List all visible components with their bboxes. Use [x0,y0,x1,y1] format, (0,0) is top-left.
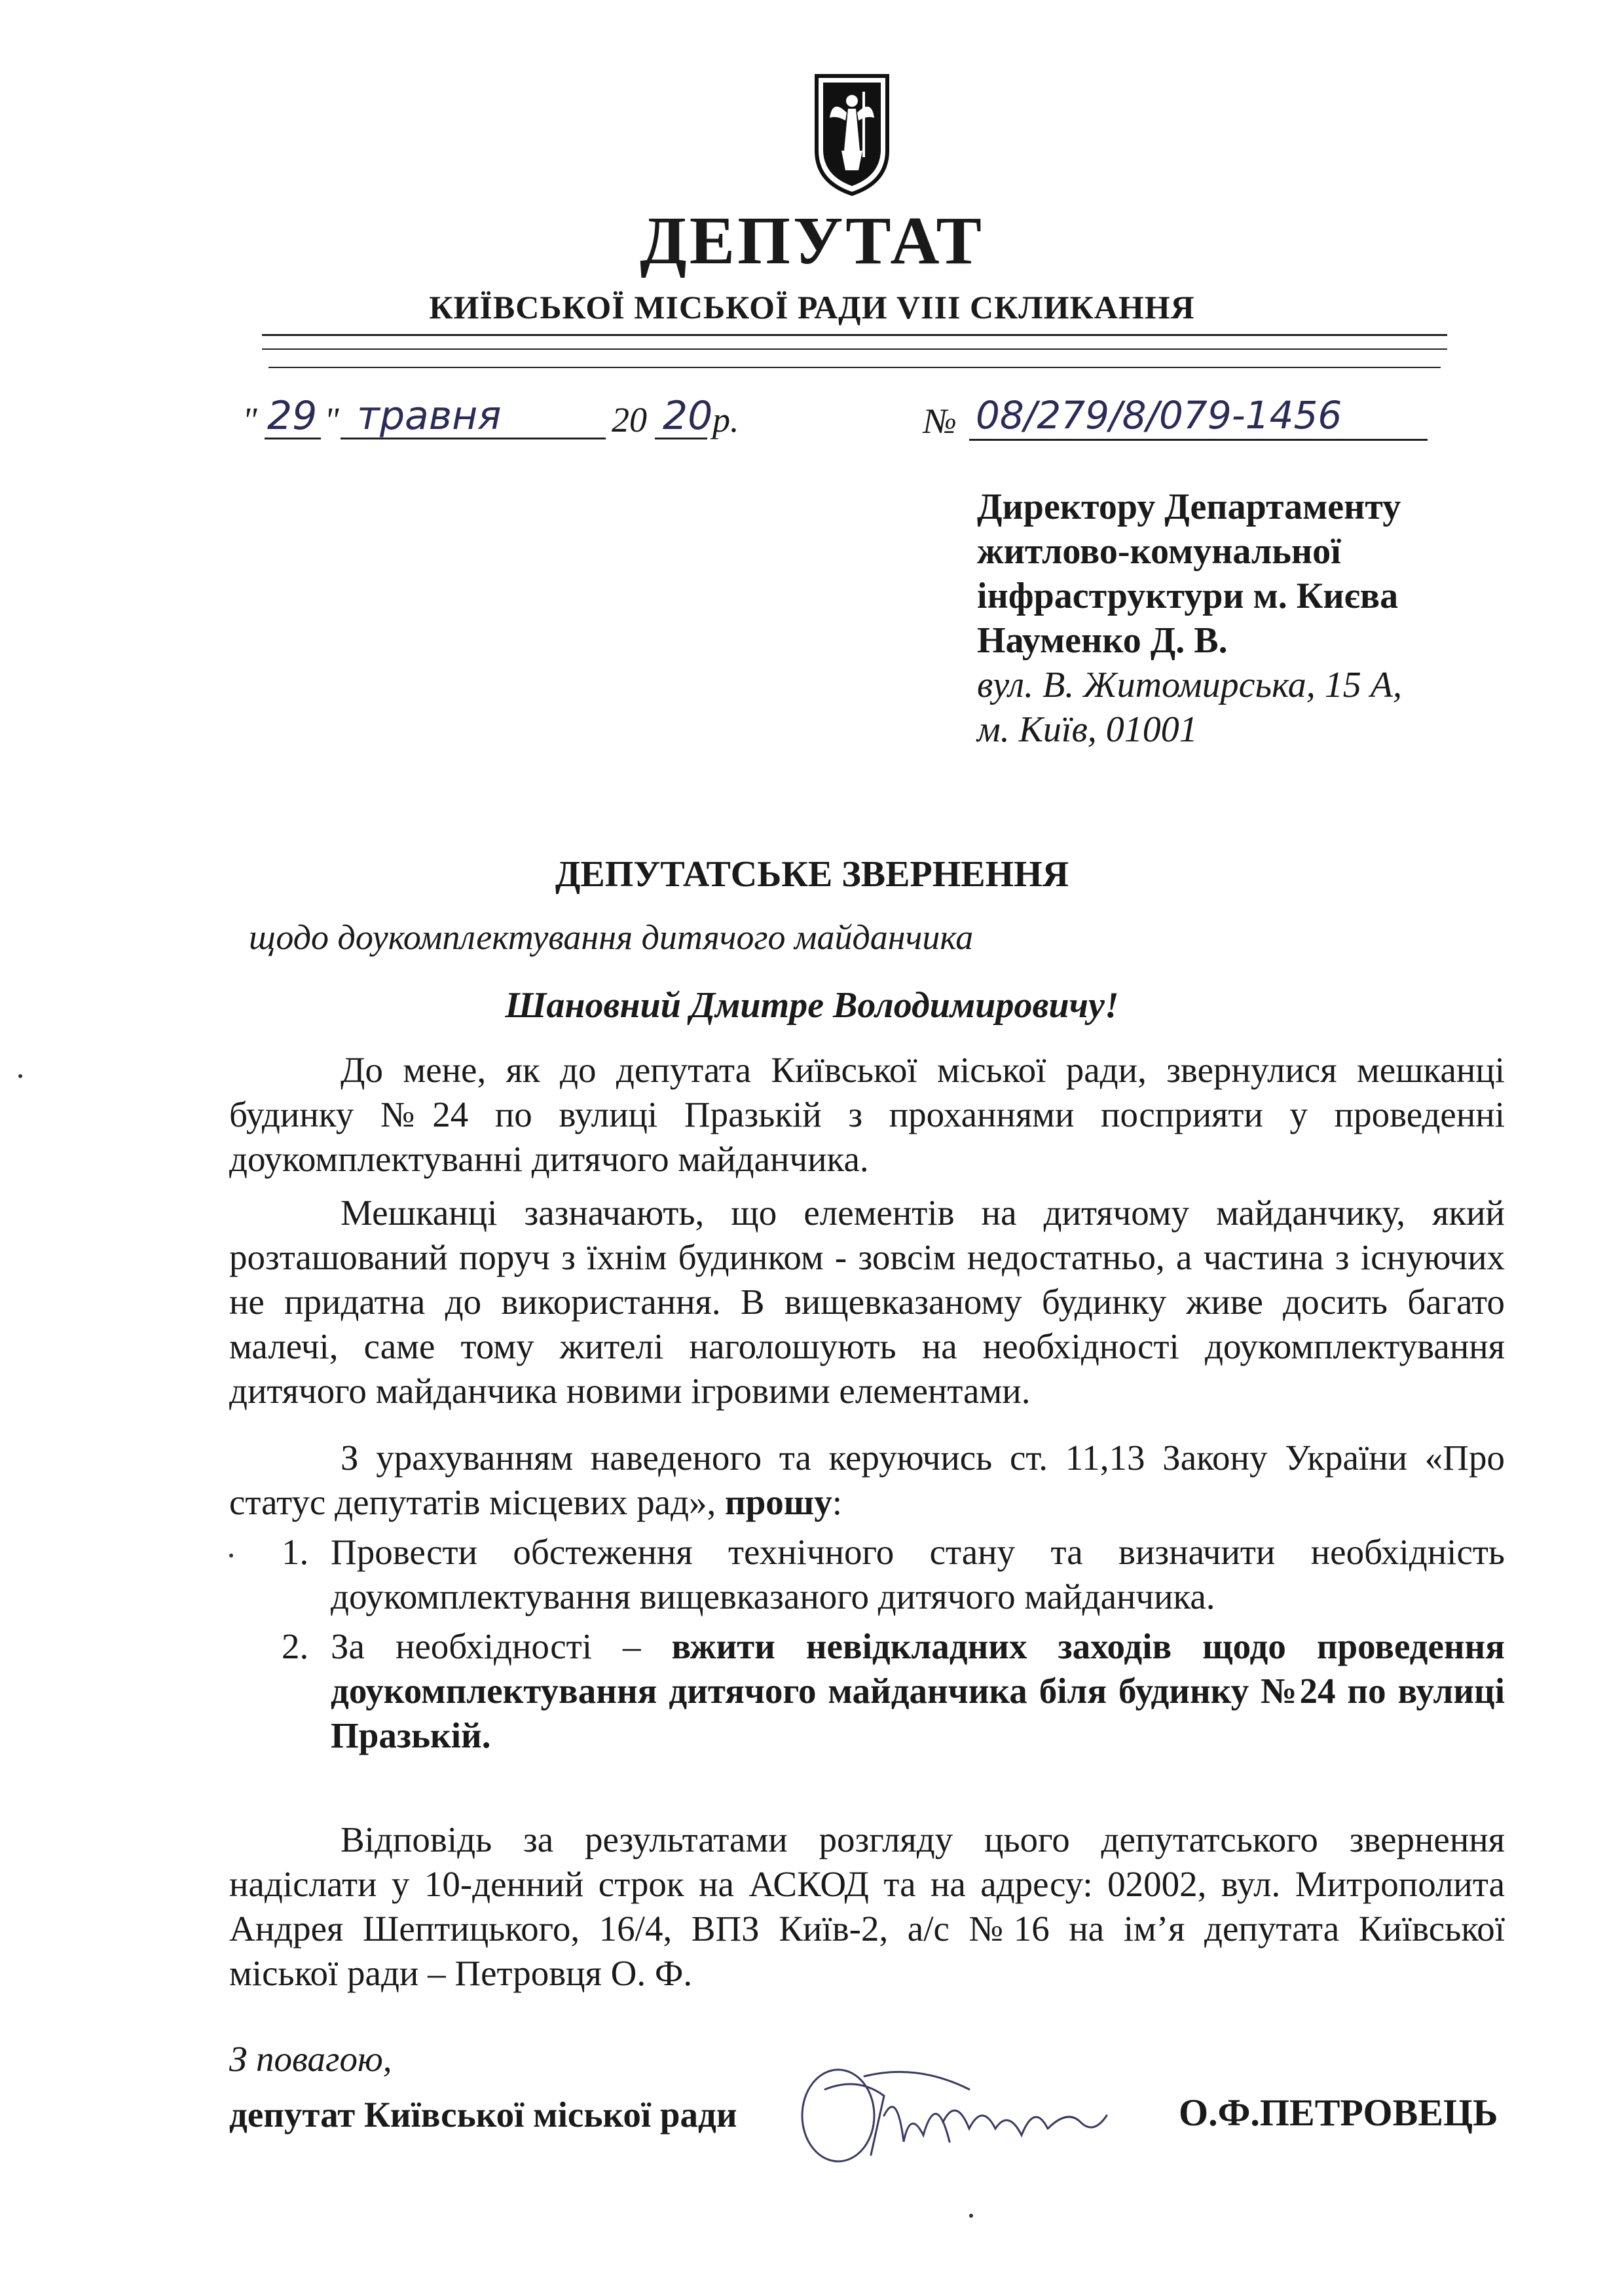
addressee-address: вул. В. Житомирська, 15 А, [977,665,1402,705]
request-keyword: прошу [725,1482,832,1522]
document-subject: щодо доукомплектування дитячого майданчика [249,918,974,957]
addressee-line: житлово-комунальної [977,531,1341,572]
date-field [236,393,747,452]
date-month: травня [357,393,502,439]
kyiv-emblem-icon [813,72,891,196]
reg-number-field [923,393,1441,452]
date-year-line [655,438,707,439]
addressee-line: Науменко Д. В. [977,620,1228,661]
closing-regards: З повагою, [229,2039,392,2079]
date-suffix: р. [712,400,739,439]
header-divider [268,367,1441,368]
closing-position: депутат Київської міської ради [229,2095,737,2135]
signer-name: О.Ф.ПЕТРОВЕЦЬ [1179,2091,1498,2134]
scan-speck [229,1554,233,1558]
header-divider [262,348,1447,350]
document-title: ДЕПУТАТСЬКЕ ЗВЕРНЕННЯ [555,854,1069,895]
date-month-line [341,438,606,439]
request-list [229,1530,1505,1763]
list-item-number: 2. [282,1626,309,1666]
header-subtitle: КИЇВСЬКОЇ МІСЬКОЇ РАДИ VIII СКЛИКАННЯ [429,289,1195,326]
paragraph: Мешканці зазначають, що елементів на дитячому майданчику, який розташований поруч з їхнім будинком - зовсім недостатньо, а частина з існуючих не придатна до використання. В вищевказаному будинку живе досить багато малечі, саме тому жителі наголошують на необхідності доукомплектування дитячого майданчика новими ігровими елементами. [229,1193,1505,1411]
date-year-prefix: 20 [612,400,647,439]
date-day: 29 [267,393,318,439]
handwritten-signature [786,2050,1126,2174]
paragraph [229,1436,1505,1525]
date-year-suffix: 20 [663,393,713,439]
list-item-number: 1. [282,1532,309,1572]
list-item-text: Провести обстеження технічного стану та визначити необхідність доукомплектування вищевказаного дитячого майданчика. [331,1532,1505,1616]
paragraph: До мене, як до депутата Київської міської ради, звернулися мешканці будинку №24 по вулиці Празькій з проханнями посприяти у проведенні доукомплектуванні дитячого майданчика. [229,1050,1505,1179]
reg-number-value: 08/279/8/079-1456 [976,393,1342,438]
addressee-city: м. Київ, 01001 [977,709,1198,750]
header-title: ДЕПУТАТ [640,203,984,278]
reg-number-line [969,439,1428,441]
addressee-line: інфраструктури м. Києва [977,576,1399,616]
addressee-line: Директору Департаменту [977,487,1401,527]
list-item-bold: вжити невідкладних заходів щодо проведення доукомплектування дитячого майданчика біля будинку №24 по вулиці Празькій. [331,1626,1505,1755]
date-open-quote: " [242,400,257,439]
addressee-block [977,485,1402,752]
salutation: Шановний Дмитре Володимировичу! [505,985,1119,1026]
paragraph-punct: : [832,1482,843,1522]
header-divider [262,334,1447,336]
date-day-line [265,438,321,439]
paragraph: Відповідь за результатами розгляду цього депутатського звернення надіслати у 10-денний строк на АСКОД та на адресу: 02002, вул. Митрополита Андрея Шептицького, 16/4, ВПЗ Київ-2, а/с №16 на ім’я депутата Київської міської ради – Петровця О. Ф. [229,1819,1505,1993]
scan-speck [969,2214,973,2218]
list-item-text: За необхідності – [331,1626,641,1666]
list-item [229,1530,1505,1619]
paragraph-text: З урахуванням наведеного та керуючись ст. 11,13 Закону України «Про статус депутатів місцевих рад», [229,1438,1505,1522]
list-item [229,1624,1505,1758]
reg-number-prefix: № [923,401,957,441]
scan-speck [18,1074,22,1078]
date-close-quote: " [324,400,339,439]
